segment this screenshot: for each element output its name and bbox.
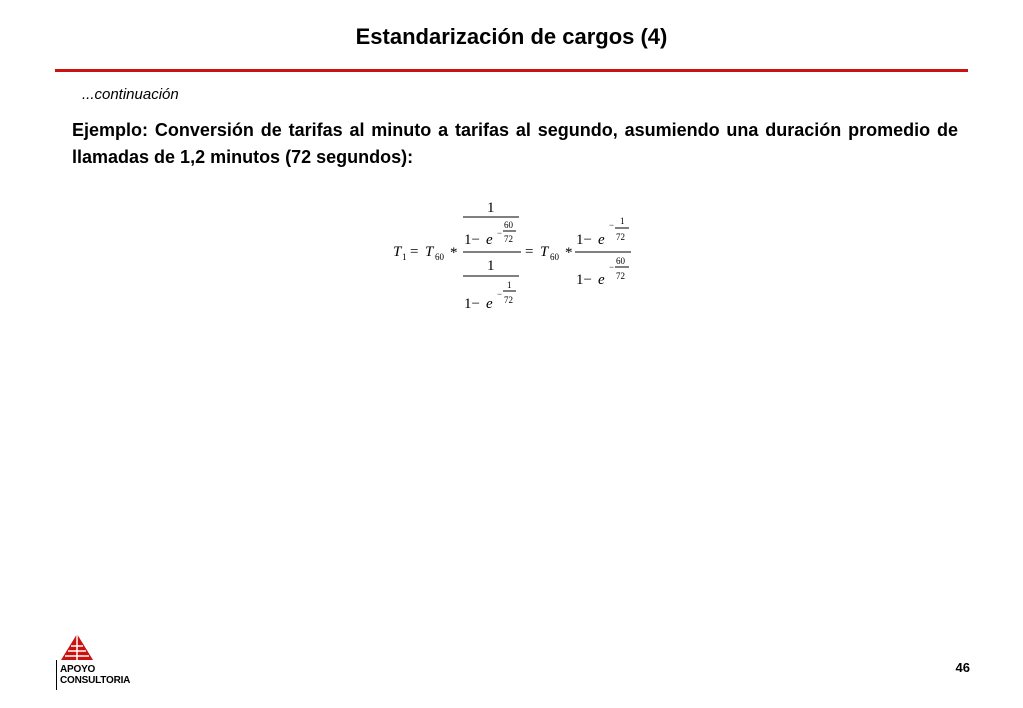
formula-simp-den-one-minus: 1−	[576, 272, 592, 288]
rate-conversion-formula	[385, 190, 645, 315]
logo-mark-icon	[57, 632, 97, 662]
formula-num-exp-bottom: 72	[504, 234, 513, 244]
formula-lhs-var: T	[393, 244, 402, 260]
formula-num-one-minus: 1−	[464, 232, 480, 248]
formula-rhs-sub-2: 60	[550, 252, 559, 262]
logo-line-2: CONSULTORIA	[60, 675, 131, 686]
formula-simp-den-exp-top: 60	[616, 256, 625, 266]
continuation-note: ...continuación	[82, 86, 179, 103]
formula-num-exp-minus: −	[497, 228, 503, 238]
formula-simp-num-exp-top: 1	[620, 216, 625, 226]
logo-text	[60, 664, 130, 686]
logo-divider	[56, 660, 57, 690]
example-paragraph: Ejemplo: Conversión de tarifas al minuto a tarifas al segundo, asumiendo una duración promedio de llamadas de 1,2 minutos (72 segundos):	[72, 120, 958, 167]
page-number: 46	[955, 660, 970, 675]
formula-den-one-minus: 1−	[464, 296, 480, 312]
formula-times-2: *	[565, 245, 573, 261]
formula-den-exp-minus: −	[497, 289, 503, 299]
formula-simp-den-exp-bottom: 72	[616, 271, 625, 281]
page-title: Estandarización de cargos (4)	[355, 24, 668, 49]
formula-den-e: e	[486, 296, 493, 312]
formula-rhs-var-1: T	[425, 244, 434, 260]
formula-den-one: 1	[487, 258, 495, 274]
formula-simp-num-one-minus: 1−	[576, 232, 592, 248]
formula-simp-num-exp-minus: −	[609, 220, 615, 230]
formula-equals-1: =	[410, 244, 419, 260]
formula-num-one: 1	[487, 200, 495, 216]
formula-den-exp-bottom: 72	[504, 295, 513, 305]
formula-simp-den-exp-minus: −	[609, 262, 615, 272]
formula-simp-num-e: e	[598, 232, 605, 248]
formula-rhs-var-2: T	[540, 244, 549, 260]
formula-num-exp-top: 60	[504, 220, 513, 230]
formula-equals-2: =	[525, 244, 534, 260]
formula-simp-num-exp-bottom: 72	[616, 232, 625, 242]
formula-simp-den-e: e	[598, 272, 605, 288]
formula-num-e: e	[486, 232, 493, 248]
logo-line-1: APOYO	[60, 664, 96, 675]
title-divider	[55, 69, 968, 72]
formula-rhs-sub-1: 60	[435, 252, 444, 262]
formula-den-exp-top: 1	[507, 280, 512, 290]
company-logo	[55, 632, 145, 692]
formula-times-1: *	[450, 245, 458, 261]
formula-lhs-sub: 1	[402, 252, 407, 262]
